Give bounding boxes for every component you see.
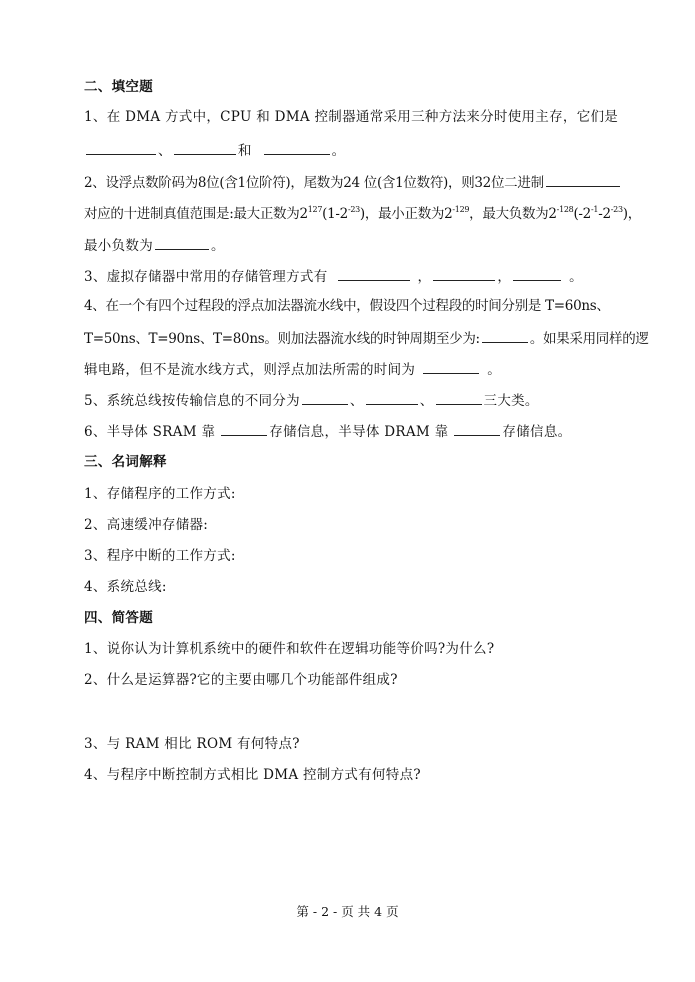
- blank: [423, 360, 479, 374]
- blank: [302, 391, 348, 405]
- blank: [546, 173, 620, 187]
- blank: [86, 141, 156, 155]
- section-heading-terms: 三、名词解释: [84, 454, 167, 470]
- blank: [433, 267, 495, 281]
- blank: [513, 267, 561, 281]
- blank: [366, 391, 418, 405]
- term-item: 1、存储程序的工作方式:: [84, 486, 236, 502]
- question-item: 2、什么是运算器?它的主要由哪几个功能部件组成?: [84, 672, 398, 688]
- question-item: 1、说你认为计算机系统中的硬件和软件在逻辑功能等价吗?为什么?: [84, 641, 495, 657]
- q2-line-2: 对应的十进制真值范围是:最大正数为$2^{127}(1-2^{-23})$，最小正数为$2^{-129}$，最大负数为$2^{-128}(-2^{-1}-2^{-23})$，: [84, 204, 641, 222]
- blank: [174, 141, 236, 155]
- section-heading-short-answer: 四、简答题: [84, 610, 153, 626]
- q2-line-3: 最小负数为 。: [84, 238, 225, 254]
- page-number-footer: 第 - 2 - 页 共 4 页: [296, 904, 399, 919]
- blank: [436, 391, 482, 405]
- blank: [221, 422, 267, 436]
- q6-line: 6、半导体 SRAM 靠 存储信息，半导体 DRAM 靠 存储信息。: [84, 424, 572, 440]
- q2-line-1: 2、设浮点数阶码为8位(含1位阶符)，尾数为24 位(含1位数符)，则32位二进制: [84, 173, 622, 192]
- question-item: 3、与 RAM 相比 ROM 有何特点?: [84, 736, 300, 752]
- q3-line: 3、虚拟存储器中常用的存储管理方式有 ， ， 。: [84, 269, 583, 285]
- q1-line-1: 1、在 DMA 方式中，CPU 和 DMA 控制器通常采用三种方法来分时使用主存，它们是: [84, 109, 619, 125]
- question-item: 4、与程序中断控制方式相比 DMA 控制方式有何特点?: [84, 767, 421, 783]
- term-item: 2、高速缓冲存储器:: [84, 517, 209, 533]
- section-heading-fill-in: 二、填空题: [84, 79, 153, 95]
- term-item: 3、程序中断的工作方式:: [84, 548, 236, 564]
- q4-line-1: 4、在一个有四个过程段的浮点加法器流水线中，假设四个过程段的时间分别是 T=60ns、: [84, 298, 610, 314]
- blank: [482, 329, 528, 343]
- q4-line-3: 辑电路，但不是流水线方式，则浮点加法所需的时间为 。: [84, 362, 502, 378]
- blank: [338, 267, 410, 281]
- q4-line-2: T=50ns、T=90ns、T=80ns。则加法器流水线的时钟周期至少为: 。如果采用同样的逻: [84, 331, 649, 347]
- q1-line-2: 、 和 。: [84, 141, 345, 160]
- q5-line: 5、系统总线按传输信息的不同分为 、 、 三大类。: [84, 393, 539, 409]
- blank: [155, 236, 209, 250]
- blank: [264, 141, 330, 155]
- term-item: 4、系统总线:: [84, 579, 167, 595]
- blank: [454, 422, 500, 436]
